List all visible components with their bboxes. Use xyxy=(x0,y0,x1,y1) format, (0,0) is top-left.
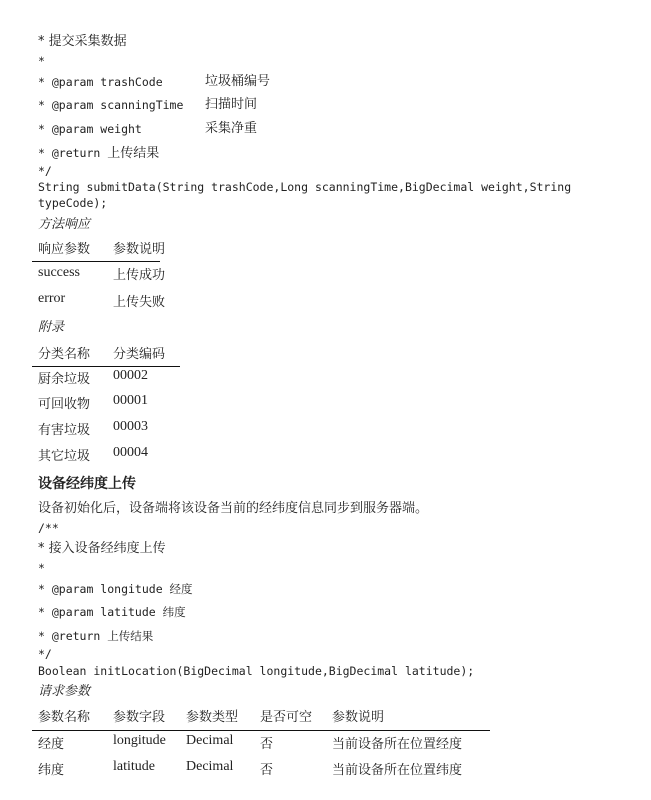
table-header xyxy=(38,241,166,259)
doc-comment-line: * 提交采集数据 xyxy=(38,34,127,49)
cell: 可回收物 xyxy=(38,397,91,412)
param-name: * @param weight xyxy=(38,122,142,136)
return-desc: 上传结果 xyxy=(107,146,160,161)
cell: 上传成功 xyxy=(113,268,166,283)
header-cell: 参数类型 xyxy=(186,710,239,725)
table-row xyxy=(38,759,463,780)
header-cell: 参数说明 xyxy=(113,242,166,257)
cell: 00003 xyxy=(113,419,148,434)
comment-open: /** xyxy=(38,521,59,535)
param-desc: 扫描时间 xyxy=(205,97,258,112)
method-signature-cont: typeCode); xyxy=(38,196,108,210)
table-row xyxy=(38,290,166,310)
param-line xyxy=(38,120,258,138)
comment-close: */ xyxy=(38,164,52,178)
cell: error xyxy=(38,291,66,306)
param-line xyxy=(38,73,271,91)
header-cell: 响应参数 xyxy=(38,242,91,257)
cell: 00002 xyxy=(113,368,148,383)
table-row xyxy=(38,264,166,283)
cell: 当前设备所在位置经度 xyxy=(332,737,463,752)
comment-close: */ xyxy=(38,647,52,661)
param-line xyxy=(38,96,258,114)
header-cell: 参数字段 xyxy=(113,710,166,725)
doc-comment-line: * xyxy=(38,54,45,68)
table-header xyxy=(38,346,166,364)
method-signature: Boolean initLocation(BigDecimal longitude,BigDecimal latitude); xyxy=(38,664,475,678)
table-row xyxy=(38,368,148,389)
cell: 厨余垃圾 xyxy=(38,372,91,387)
cell: success xyxy=(38,265,80,280)
cell: 经度 xyxy=(38,737,65,752)
table-rule xyxy=(32,730,490,731)
doc-comment-line: * xyxy=(38,561,45,575)
request-title: 请求参数 xyxy=(38,684,91,699)
cell: 有害垃圾 xyxy=(38,423,91,438)
cell: 否 xyxy=(260,763,274,778)
param-name: * @param scanningTime xyxy=(38,98,184,112)
header-cell: 参数说明 xyxy=(332,710,385,725)
cell: 否 xyxy=(260,737,274,752)
cell: 纬度 xyxy=(38,763,65,778)
header-cell: 分类名称 xyxy=(38,347,91,362)
table-rule xyxy=(32,261,160,262)
table-row xyxy=(38,393,148,414)
cell: 00004 xyxy=(113,445,148,460)
param-line: * @param longitude 经度 xyxy=(38,582,193,596)
param-desc: 采集净重 xyxy=(205,121,258,136)
cell: 当前设备所在位置纬度 xyxy=(332,763,463,778)
cell: Decimal xyxy=(186,759,234,774)
cell: 其它垃圾 xyxy=(38,449,91,464)
param-line: * @param latitude 纬度 xyxy=(38,605,186,619)
return-line: * @return 上传结果 xyxy=(38,629,154,643)
header-cell: 参数名称 xyxy=(38,710,91,725)
cell: longitude xyxy=(113,733,166,748)
section-heading: 设备经纬度上传 xyxy=(38,476,136,492)
table-row xyxy=(38,419,148,440)
table-row xyxy=(38,445,148,466)
table-header xyxy=(38,709,385,727)
cell: 00001 xyxy=(113,393,148,408)
cell: Decimal xyxy=(186,733,234,748)
return-line xyxy=(38,144,159,163)
header-cell: 分类编码 xyxy=(113,347,166,362)
response-title: 方法响应 xyxy=(38,217,91,232)
cell: latitude xyxy=(113,759,155,774)
table-row xyxy=(38,733,463,754)
param-desc: 垃圾桶编号 xyxy=(205,74,271,89)
appendix-title: 附录 xyxy=(38,320,65,335)
section-description: 设备初始化后，设备端将该设备当前的经纬度信息同步到服务器端。 xyxy=(38,501,429,516)
param-name: * @param trashCode xyxy=(38,75,163,89)
method-signature: String submitData(String trashCode,Long scanningTime,BigDecimal weight,String xyxy=(38,180,572,194)
cell: 上传失败 xyxy=(113,295,166,310)
table-rule xyxy=(32,366,180,367)
header-cell: 是否可空 xyxy=(260,710,313,725)
doc-comment-line: * 接入设备经纬度上传 xyxy=(38,541,166,556)
return-tag: * @return xyxy=(38,146,101,160)
